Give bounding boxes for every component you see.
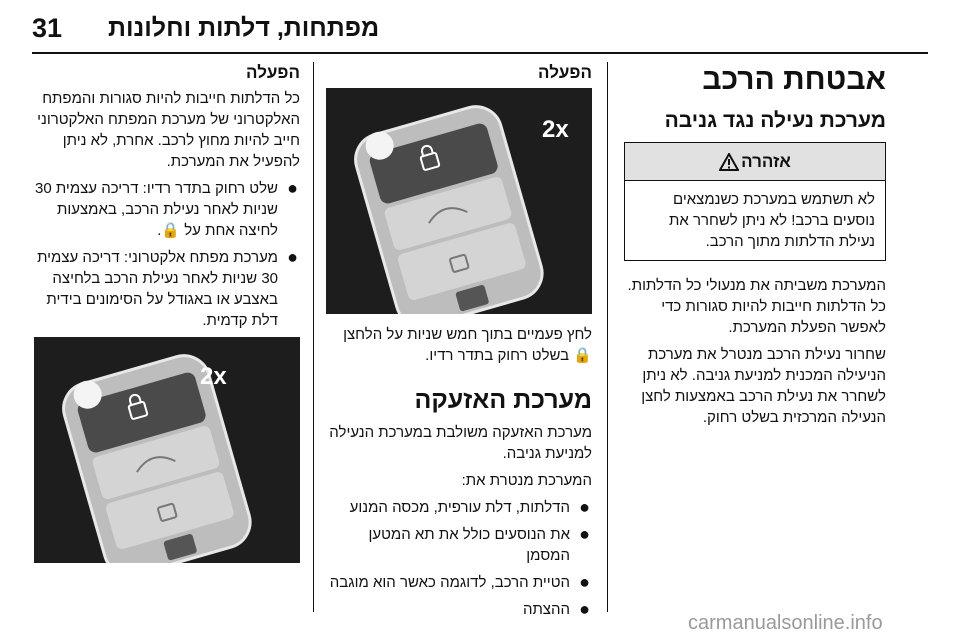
warning-box [624, 142, 886, 261]
monitors-list [326, 497, 592, 620]
page-header [0, 0, 960, 56]
section-title: אבטחת הרכב [702, 63, 886, 96]
list-item: ● הדלתות, דלת עורפית, מכסה המנוע [349, 497, 590, 517]
header-rule [32, 52, 928, 54]
activation-title: הפעלה [246, 63, 300, 82]
column-divider-right [607, 62, 608, 612]
warning-triangle-icon [719, 153, 739, 171]
alarm-title: מערכת האזעקה [414, 386, 592, 414]
warning-header [625, 143, 885, 181]
running-title: מפתחות, דלתות וחלונות [108, 14, 380, 42]
list-item: ● שלט רחוק בתדר רדיו: דריכה עצמית 30 שניות לאחר נעילת הרכב, באמצעות לחיצה אחת על 🔒. [35, 178, 298, 239]
column-middle [326, 62, 592, 626]
warning-title: אזהרה [741, 151, 791, 171]
list-item: ● הטיית הרכב, לדוגמה כאשר הוא מוגבה [329, 572, 590, 592]
activation-list [34, 178, 300, 331]
page-number: 31 [32, 13, 63, 43]
list-item: ● את הנוסעים כולל את תא המטען המסמן [368, 524, 590, 564]
remote-key-illustration [326, 88, 592, 314]
list-item: ● מערכת מפתח אלקטרוני: דריכה עצמית 30 שניות לאחר נעילת הרכב בלחיצה באצבע או באגודל על הסימונים בידית דלת קדמית. [37, 247, 298, 329]
column-divider-left [313, 62, 314, 612]
watermark: carmanualsonline.info [688, 612, 883, 634]
press-count-badge: 2x [200, 363, 227, 390]
subsection-title: מערכת נעילה נגד גניבה [664, 109, 886, 132]
alarm-intro: מערכת האזעקה משולבת במערכת הנעילה למניעת גניבה. [329, 424, 592, 462]
press-count-badge: 2x [542, 116, 569, 143]
warning-body: לא תשתמש במערכת כשנמצאים נוסעים ברכב! לא ניתן לשחרר את נעילת הדלתות מתוך הרכב. [669, 191, 875, 250]
key-fob-illustration [34, 337, 300, 563]
activation-intro: כל הדלתות חייבות להיות סגורות והמפתח האלקטרוני של מערכת המפתח האלקטרוני חייב להיות מחוץ לרכב. אחרת, לא ניתן להפעיל את המערכת. [37, 90, 300, 170]
paragraph: המערכת משביתה את מנעולי כל הדלתות. כל הדלתות חייבות להיות סגורות כדי לאפשר הפעלת המערכת. [627, 277, 886, 336]
activation-title: הפעלה [538, 63, 592, 82]
monitors-label: המערכת מנטרת את: [461, 472, 592, 489]
list-item: ● ההצתה [522, 599, 590, 619]
column-left [34, 62, 300, 573]
paragraph: שחרור נעילת הרכב מנטרל את מערכת הניעילה המכנית למניעת גניבה. לא ניתן לשחרר את נעילת הרכב באמצעות לחצן הנעילה המרכזית בשלט רחוק. [641, 346, 886, 426]
image-caption: לחץ פעמיים בתוך חמש שניות על הלחצן 🔒 בשלט רחוק בתדר רדיו. [343, 326, 592, 364]
column-right [624, 62, 886, 434]
remote-key-illustration [34, 337, 300, 563]
